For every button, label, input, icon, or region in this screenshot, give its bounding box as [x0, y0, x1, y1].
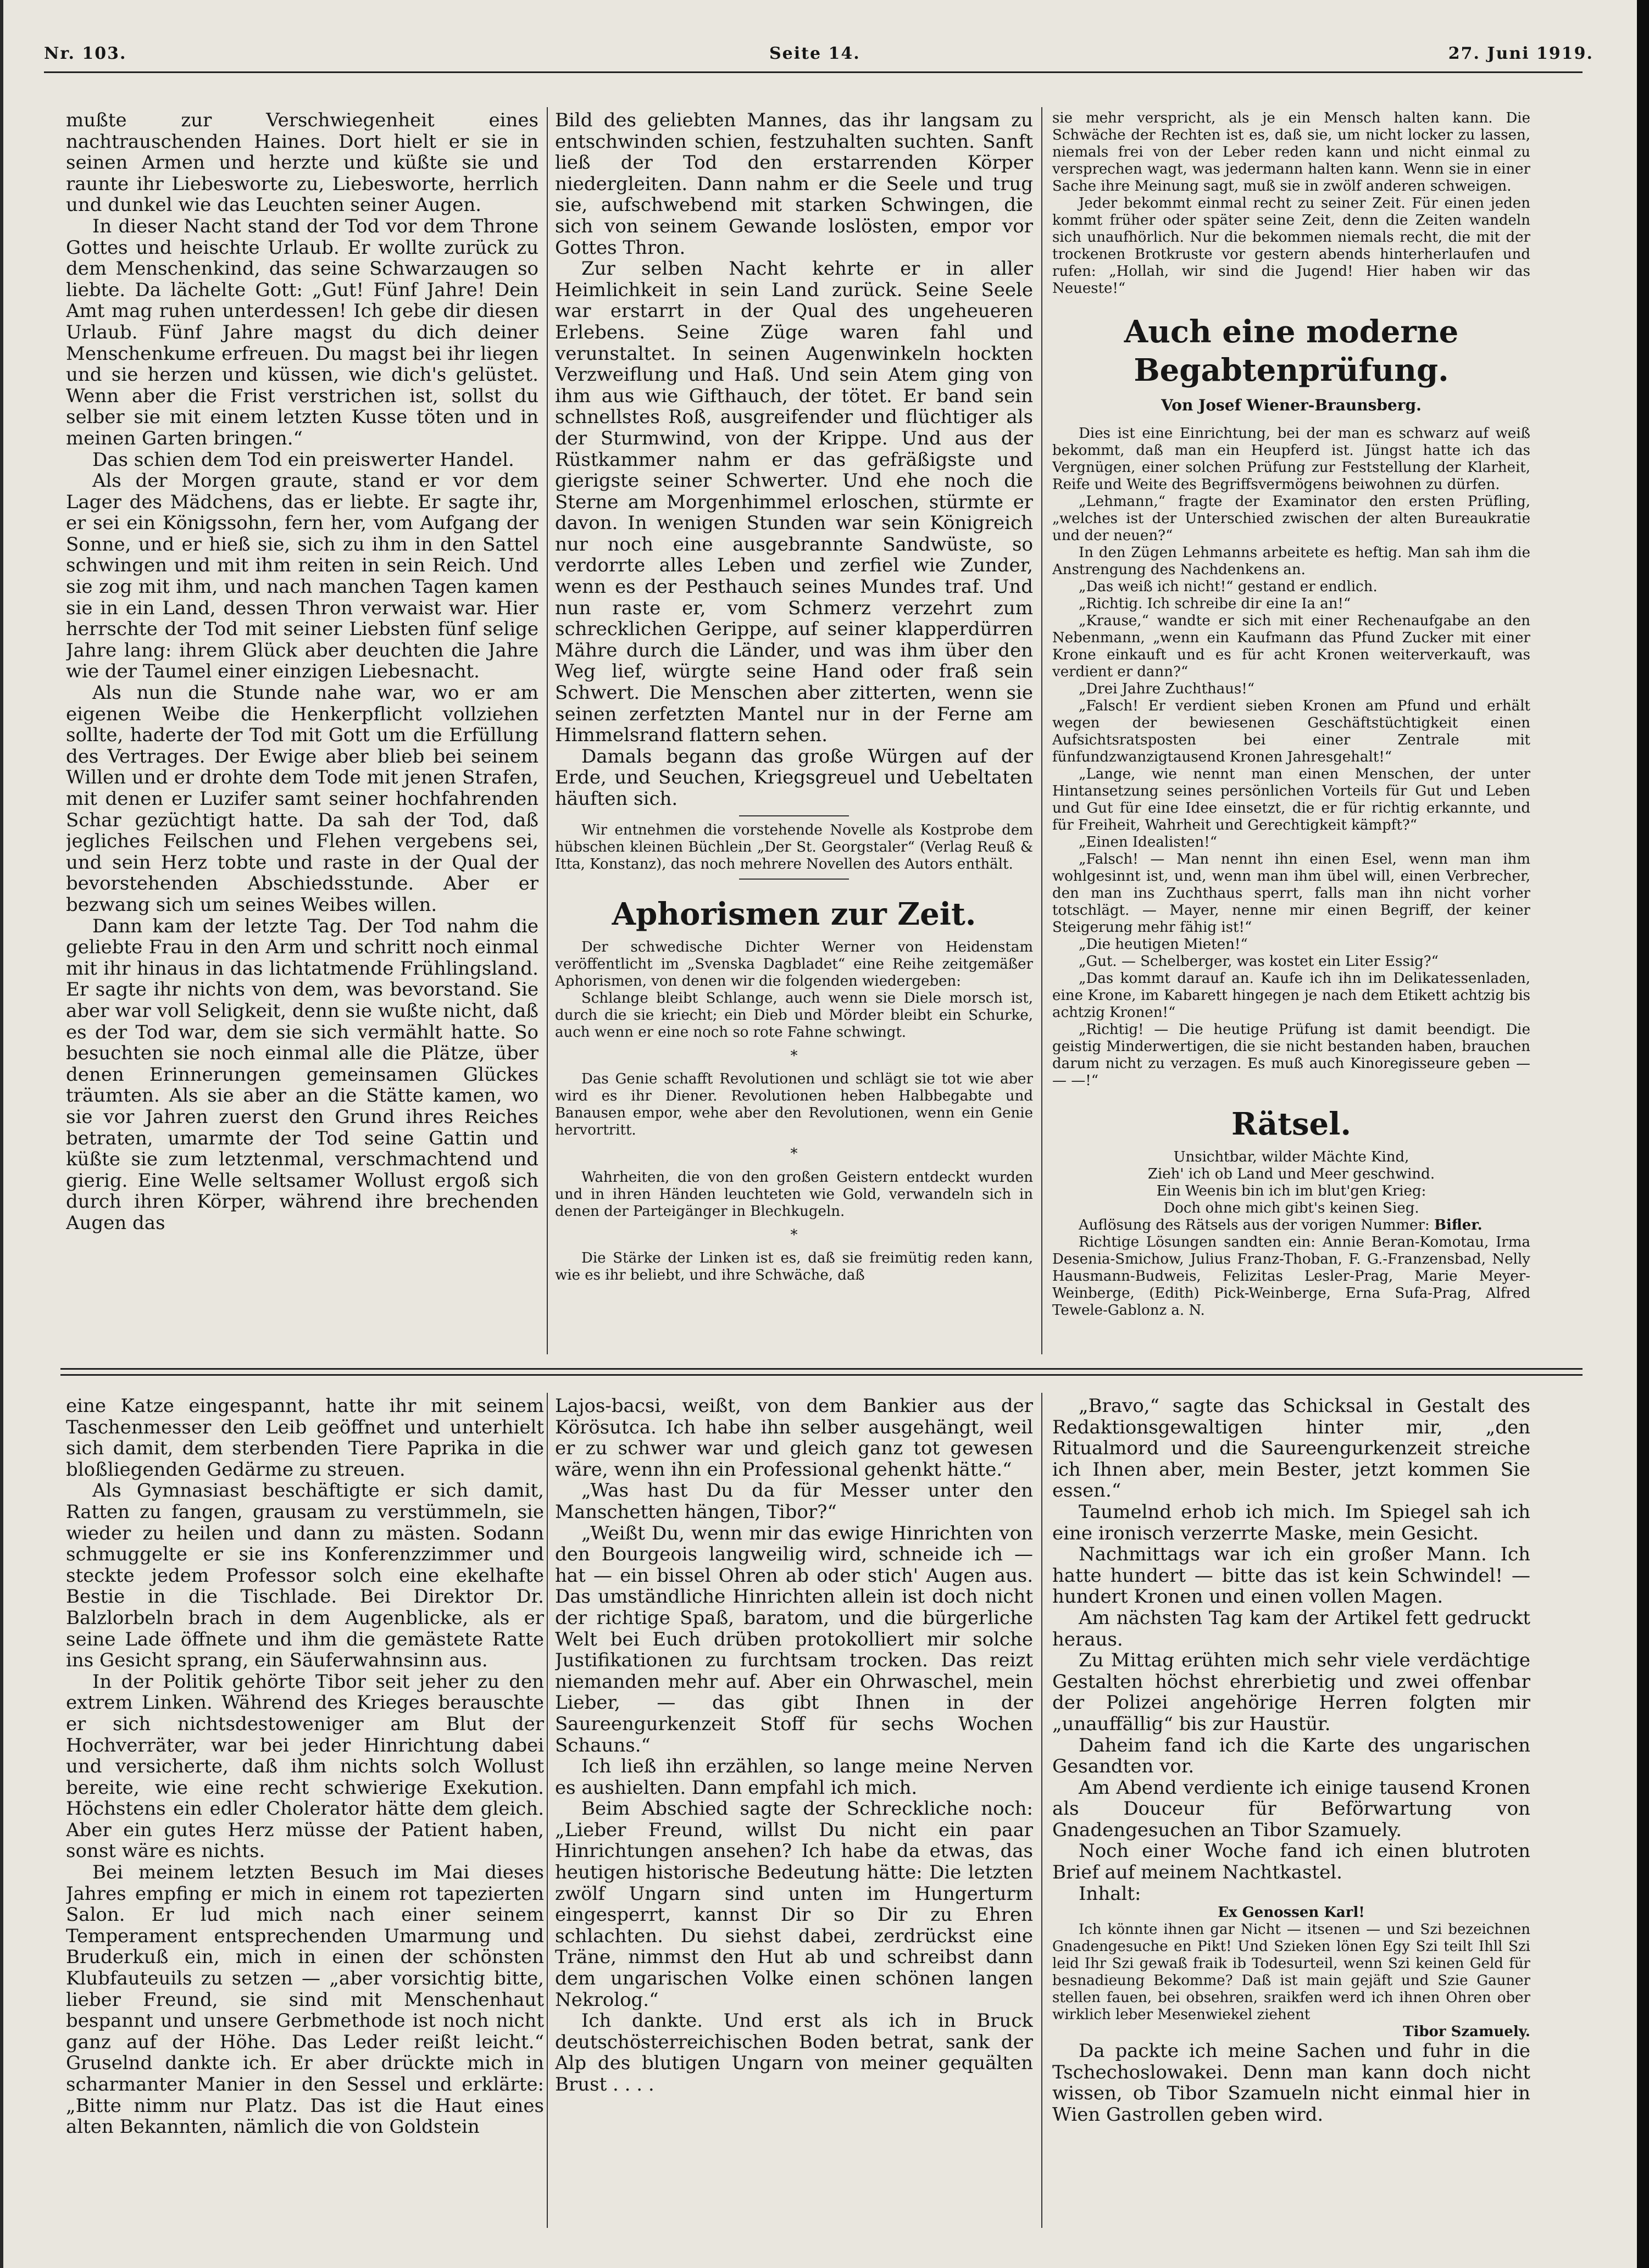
column-divider — [547, 1393, 548, 2228]
begabten-byline: Von Josef Wiener-Braunsberg. — [1161, 396, 1422, 414]
raetsel-solution — [1052, 1217, 1530, 1234]
short-divider — [739, 815, 849, 816]
raetsel-solvers-names: Annie Beran-Komotau, Irma Desenia-Smichow, Julius Franz-Thoban, F. G.-Franzensbad, Nelly Hausmann-Budweis, Felizitas Lesler-Prag, Marie Meyer-Weinberge, (Edith) Pick-Weinberge, Erna Sufa-Prag, Alfred Tewele-Gablonz a. N. — [1052, 1233, 1530, 1319]
novella-paragraph: In dieser Nacht stand der Tod vor dem Throne Gottes und heischte Urlaub. Er wollte zurück zu dem Menschenkind, das seine Schwarzaugen so liebte. Da lächelte Gott: „Gut! Fünf Jahre! Dein Amt mag ruhen unterdessen! Ich gebe dir diesen Urlaub. Fünf Jahre magst du dich deiner Menschenkume erfreuen. Du magst bei ihr liegen und sie herzen und küssen, wie dich's gelüstet. Wenn aber die Frist verstrichen ist, sollst du selber sie mit einem letzten Kusse töten und in meinen Garten bringen.“ — [66, 215, 538, 449]
feuilleton-paragraph: Am Abend verdiente ich einige tausend Kronen als Douceur für Beförwartung von Gnadengesuchen an Tibor Szamuely. — [1052, 1776, 1530, 1841]
feuilleton-paragraph: Nachmittags war ich ein großer Mann. Ich hatte hundert — bitte das ist kein Schwindel! — hundert Kronen und einen vollen Magen. — [1052, 1543, 1530, 1608]
feuilleton-paragraph: Noch einer Woche fand ich einen blutroten Brief auf meinem Nachtkastel. — [1052, 1840, 1530, 1884]
column-lower-3 — [1052, 1396, 1530, 2231]
issue-number: Nr. 103. — [44, 44, 127, 63]
separator-star: * — [790, 1226, 798, 1243]
column-upper-2 — [555, 110, 1033, 1352]
feuilleton-paragraph: Daheim fand ich die Karte des ungarischen Gesandten vor. — [1052, 1734, 1530, 1778]
feuilleton-paragraph: Zu Mittag erühten mich sehr viele verdächtige Gestalten höchst ehrerbietig und zwei offenbar der Polizei angehörige Herren folgten mir „unauffällig“ bis zur Haustür. — [1052, 1649, 1530, 1735]
section-double-rule — [60, 1368, 1583, 1376]
begabten-paragraph: „Lange, wie nennt man einen Menschen, der unter Hintansetzung seines persönlichen Vorteils für Gut und Leben und Gut für eine Idee einsetzt, die er für richtig erkannte, und für Freiheit, Wahrheit und Gerechtigkeit kämpft?“ — [1052, 765, 1530, 833]
feuilleton-paragraph: Am nächsten Tag kam der Artikel fett gedruckt heraus. — [1052, 1606, 1530, 1650]
feuilleton-paragraph: In der Politik gehörte Tibor seit jeher zu den extrem Linken. Während des Krieges berauschte er sich nichtsdestoweniger am Blut der Hochverräter, war bei jeder Hinrichtung dabei und versicherte, daß ihm nichts solch Wollust bereite, wie eine recht schwierige Exekution. Höchstens ein edler Cholerator hätte dem gleich. Aber ein gutes Herz müsse der Patient haben, sonst wäre es nichts. — [66, 1670, 544, 1863]
begabten-paragraph: „Richtig! — Die heutige Prüfung ist damit beendigt. Die geistig Minderwertigen, die sie nicht bestanden haben, brauchen darum nicht zu verzagen. Es muß auch Kinoregisseure geben — — —!“ — [1052, 1021, 1530, 1089]
feuilleton-paragraph: „Was hast Du da für Messer unter den Manschetten hängen, Tibor?“ — [555, 1480, 1033, 1523]
begabten-paragraph: „Falsch! Er verdient sieben Kronen am Pfund und erhält wegen der bewiesenen Geschäftstüchtigkeit einen Aufsichtsratsposten bei einer Zentrale mit fünfundzwanzigtausend Kronen Jahresgehalt!“ — [1052, 697, 1530, 765]
letter-signature: Tibor Szamuely. — [1403, 2024, 1530, 2041]
separator-star: * — [790, 1146, 798, 1163]
feuilleton-paragraph: Beim Abschied sagte der Schreckliche noch: „Lieber Freund, willst Du nicht ein paar Hinrichtungen ansehen? Ich habe da etwas, das heutigen historische Bedeutung hätte: Die letzten zwölf Ungarn sind unten im Hungerturm eingesperrt, kannst Dir so Dir zu Ehren schlachten. Du siehst dabei, zerdrückst eine Träne, nimmst den Hut ab und schreibst dann dem ungarischen Volke einen schönen langen Nekrolog.“ — [555, 1798, 1033, 2011]
feuilleton-paragraph: „Bravo,“ sagte das Schicksal in Gestalt des Redaktionsgewaltigen hinter mir, „den Ritualmord und die Saureengurkenzeit streiche ich Ihnen aber, mein Bester, jetzt kommen Sie essen.“ — [1052, 1396, 1530, 1502]
header-rule — [44, 71, 1583, 73]
feuilleton-paragraph: eine Katze eingespannt, hatte ihr mit seinem Taschenmesser den Leib geöffnet und unterhielt sich damit, dem sterbenden Tiere Paprika in die bloßliegenden Gedärme zu streuen. — [66, 1396, 544, 1481]
aphorism: Schlange bleibt Schlange, auch wenn sie Diele morsch ist, durch die sie kriecht; ein Dieb und Mörder bleibt ein Schurke, auch wenn er eine noch so rote Fahne schwingt. — [555, 990, 1033, 1041]
raetsel-solvers — [1052, 1234, 1530, 1319]
begabten-paragraph: „Das weiß ich nicht!“ gestand er endlich. — [1079, 578, 1378, 595]
short-divider — [739, 879, 849, 880]
raetsel-solution-word: Bifler. — [1434, 1216, 1483, 1233]
begabten-paragraph: „Einen Idealisten!“ — [1079, 833, 1218, 850]
raetsel-title: Rätsel. — [1231, 1105, 1351, 1142]
scan-edge-right — [1637, 0, 1649, 2268]
aphorism: Die Stärke der Linken ist es, daß sie freimütig reden kann, wie es ihr beliebt, und ihre Schwäche, daß — [555, 1250, 1033, 1284]
scan-edge-left — [0, 0, 3, 2268]
begabten-paragraph: „Falsch! — Man nennt ihn einen Esel, wenn man ihm wohlgesinnt ist, und, wenn man ihm übel will, einen Verbrecher, den man ins Zuchthaus sperrt, falls man ihn nicht vorher totschlägt. — Mayer, nenne mir einen Begriff, der keiner Steigerung mehr fähig ist!“ — [1052, 850, 1530, 936]
aphorism: Jeder bekommt einmal recht zu seiner Zeit. Für einen jeden kommt früher oder später seine Zeit, denn die Zeiten wandeln sich unaufhörlich. Nur die bekommen niemals recht, die mit der trockenen Brotkruste vor gestern abends hinterherlaufen und rufen: „Hollah, wir sind die Jugend! Hier haben wir das Neueste!“ — [1052, 195, 1530, 297]
feuilleton-paragraph: Da packte ich meine Sachen und fuhr in die Tschechoslowakei. Denn man kann doch nicht wissen, ob Tibor Szamueln nicht einmal hier in Wien Gastrollen geben wird. — [1052, 2040, 1530, 2126]
feuilleton-paragraph: Ich dankte. Und erst als ich in Bruck deutschösterreichischen Boden betrat, sank der Alp des blutigen Ungarn von meiner gequälten Brust . . . . — [555, 2010, 1033, 2095]
feuilleton-paragraph: „Weißt Du, wenn mir das ewige Hinrichten von den Bourgeois langweilig wird, schneide ich — hat — ein bissel Ohren ab oder stich' Augen aus. Das umständliche Hinrichten allein ist doch nicht der richtige Spaß, baratom, und die bürgerliche Welt bei Euch drüben protokolliert mir solche Justifikationen zu furchtsam trocken. Das reizt niemanden mehr auf. Aber ein Ohrwaschel, mein Lieber, — das gibt Ihnen in der Saureengurkenzeit Stoff für sechs Wochen Schauns.“ — [555, 1522, 1033, 1756]
column-divider — [1041, 1393, 1042, 2228]
begabten-paragraph: „Drei Jahre Zuchthaus!“ — [1079, 680, 1255, 697]
feuilleton-paragraph: Lajos-bacsi, weißt, von dem Bankier aus der Körösutca. Ich habe ihn selber ausgehängt, weil er zu schwer war und gleich ganz tot gewesen wäre, wenn ihn ein Professional gehenkt hätte.“ — [555, 1396, 1033, 1481]
column-divider — [1041, 107, 1042, 1354]
column-lower-2 — [555, 1396, 1033, 2231]
raetsel-solvers-label: Richtige Lösungen sandten ein: — [1079, 1233, 1316, 1250]
issue-date: 27. Juni 1919. — [1448, 44, 1594, 63]
raetsel-line: Ein Weenis bin ich im blut'gen Krieg: — [1156, 1182, 1426, 1199]
begabten-paragraph: „Das kommt darauf an. Kaufe ich ihn im Delikatessenladen, eine Krone, im Kabarett hingegen je nach dem Etikett achtzig bis achtzig Kronen!“ — [1052, 970, 1530, 1021]
page-number: Seite 14. — [769, 44, 860, 63]
letter-salutation: Ex Genossen Karl! — [1218, 1904, 1365, 1921]
feuilleton-paragraph: Bei meinem letzten Besuch im Mai dieses Jahres empfing er mich in einem rot tapezierten Salon. Er lud mich nach einer seinem Temperament entsprechenden Umarmung und Bruderkuß ein, mich in einen der schönsten Klubfauteuils zu setzen — „aber vorsichtig bitte, lieber Freund, sie sind mit Menschenhaut bespannt und unsere Gerbmethode ist noch nicht ganz auf der Höhe. Das Leder reißt leicht.“ Gruselnd dankte ich. Er aber drückte mich in scharmanter Manier in den Sessel und erklärte: „Bitte nimm nur Platz. Das ist die Haut eines alten Bekannten, nämlich die von Goldstein — [66, 1861, 544, 2138]
separator-star: * — [790, 1047, 798, 1064]
feuilleton-paragraph: Ich ließ ihn erzählen, so lange meine Nerven es aushielten. Dann empfahl ich mich. — [555, 1755, 1033, 1799]
raetsel-line: Doch ohne mich gibt's keinen Sieg. — [1163, 1199, 1419, 1216]
feuilleton-paragraph: Taumelnd erhob ich mich. Im Spiegel sah ich eine ironisch verzerrte Maske, mein Gesicht. — [1052, 1500, 1530, 1544]
raetsel-solution-label: Auflösung des Rätsels aus der vorigen Nummer: — [1079, 1216, 1430, 1233]
novella-paragraph: mußte zur Verschwiegenheit eines nachtrauschenden Haines. Dort hielt er sie in seinen Armen und herzte und küßte sie und raunte ihr Liebesworte zu, Liebesworte, herrlich und dunkel wie das Leuchten seiner Augen. — [66, 110, 538, 216]
novella-paragraph: Damals begann das große Würgen auf der Erde, und Seuchen, Kriegsgreuel und Uebeltaten häuften sich. — [555, 745, 1033, 810]
editorial-note: Wir entnehmen die vorstehende Novelle als Kostprobe dem hübschen kleinen Büchlein „Der St. Georgstaler“ (Verlag Reuß & Itta, Konstanz), das noch mehrere Novellen des Autors enthält. — [555, 821, 1033, 872]
aphorism-continued: sie mehr verspricht, als je ein Mensch halten kann. Die Schwäche der Rechten ist es, daß sie, um nicht locker zu lassen, niemals frei von der Leber reden kann und nicht einmal zu versprechen wagt, was jedermann halten kann. Wenn sie in einer Sache ihre Meinung sagt, muß sie in zwölf anderen schweigen. — [1052, 110, 1530, 194]
raetsel-line: Unsichtbar, wilder Mächte Kind, — [1173, 1148, 1409, 1165]
aphorismen-intro: Der schwedische Dichter Werner von Heidenstam veröffentlicht im „Svenska Dagbladet“ eine Reihe zeitgemäßer Aphorismen, von denen wir die folgenden wiedergeben: — [555, 938, 1033, 990]
raetsel-line: Zieh' ich ob Land und Meer geschwind. — [1147, 1165, 1435, 1182]
begabten-paragraph: In den Zügen Lehmanns arbeitete es heftig. Man sah ihm die Anstrengung des Nachdenkens an. — [1052, 544, 1530, 578]
feuilleton-paragraph: Als Gymnasiast beschäftigte er sich damit, Ratten zu fangen, grausam zu verstümmeln, sie wieder zu heilen und dann zu mästen. Sodann schmuggelte er sie ins Konferenzzimmer und steckte jedem Professor solch eine ekelhafte Bestie in die Tischlade. Bei Direktor Dr. Balzlorbeln brach in dem Augenblicke, als er seine Lade öffnete und ihm die gemästete Ratte ins Gesicht sprang, ein Säuferwahnsinn aus. — [66, 1480, 544, 1672]
begabten-title: Auch eine moderne Begabtenprüfung. — [1124, 314, 1459, 388]
novella-paragraph: Als der Morgen graute, stand er vor dem Lager des Mädchens, das er liebte. Er sagte ihr, er sei ein Königssohn, fern her, vom Aufgang der Sonne, und er hieß sie, sich zu ihm in den Sattel schwingen und mit ihm reiten in sein Reich. Und sie zog mit ihm, und nach manchen Tagen kamen sie in ein Land, dessen Thron verwaist war. Hier herrschte der Tod mit seiner Liebsten fünf selige Jahre lang: ihrem Glück aber deuchten die Jahre wie der Taumel einer einzigen Liebesnacht. — [66, 470, 538, 683]
novella-paragraph: Zur selben Nacht kehrte er in aller Heimlichkeit in sein Land zurück. Seine Seele war erstarrt in der Qual des ungeheueren Erlebens. Seine Züge waren fahl und verunstaltet. In seinen Augenwinkeln hockten Verzweiflung und Haß. Und sein Atem ging von ihm aus wie Gifthauch, der tötet. Er band sein schnellstes Roß, ausgreifender und flüchtiger als der Sturmwind, von der Krippe. Und aus der Rüstkammer nahm er das gefräßigste und gierigste seiner Schwerter. Und ehe noch die Sterne am Morgenhimmel erloschen, stürmte er davon. In wenigen Stunden war sein Königreich nur noch eine ausgebrannte Sandwüste, so verdorrte alles Leben und zerfiel wie Zunder, wenn es der Pesthauch seines Mundes traf. Und nun raste er, vom Schmerz verzehrt zum schrecklichen Gerippe, auf seiner klapperdürren Mähre durch die Länder, und was ihm über den Weg lief, würgte seine Hand oder fraß sein Schwert. Die Menschen aber zitterten, wenn sie seinen zerfetzten Mantel nur in der Ferne am Himmelsrand flattern sehen. — [555, 258, 1033, 747]
begabten-paragraph: „Die heutigen Mieten!“ — [1079, 936, 1248, 953]
column-divider — [547, 107, 548, 1354]
begabten-paragraph: „Lehmann,“ fragte der Examinator den ersten Prüfling, „welches ist der Unterschied zwischen der alten Bureaukratie und der neuen?“ — [1052, 493, 1530, 544]
column-upper-1 — [66, 110, 538, 1352]
letter-heading: Inhalt: — [1079, 1882, 1141, 1905]
novella-paragraph: Bild des geliebten Mannes, das ihr langsam zu entschwinden schien, festzuhalten suchten. Sanft ließ der Tod den erstarrenden Körper niedergleiten. Dann nahm er die Seele und trug sie, aufschwebend mit starken Schwingen, die sich von seinem Gewande loslösten, empor vor Gottes Thron. — [555, 110, 1033, 259]
aphorism: Das Genie schafft Revolutionen und schlägt sie tot wie aber wird es ihr Diener. Revolutionen heben Halbbegabte und Banausen empor, wehe aber den Revolutionen, wenn ein Genie hervortritt. — [555, 1071, 1033, 1139]
begabten-paragraph: „Krause,“ wandte er sich mit einer Rechenaufgabe an den Nebenmann, „wenn ein Kaufmann das Pfund Zucker mit einer Krone einkauft und es für acht Kronen weiterverkauft, was verdient er dann?“ — [1052, 612, 1530, 680]
begabten-paragraph: „Gut. — Schelberger, was kostet ein Liter Essig?“ — [1079, 953, 1439, 970]
novella-paragraph: Dann kam der letzte Tag. Der Tod nahm die geliebte Frau in den Arm und schritt noch einmal mit ihr hinaus in das lichtatmende Frühlingsland. Er sagte ihr nichts von dem, was bevorstand. Sie aber war voll Seligkeit, denn sie wußte nicht, daß es der Tod war, dem sie sich vermählt hatte. So besuchten sie noch einmal alle die Plätze, über denen Erinnerungen gemeinsamen Glückes träumten. Als sie aber an die Stätte kamen, wo sie vor Jahren zuerst den Grund ihres Reiches betraten, umarmte der Tod seine Gattin und küßte sie zum letztenmal, verschmachtend und gierig. Eine Welle seltsamer Wollust ergoß sich durch ihren Körper, während ihre brechenden Augen das — [66, 915, 538, 1234]
column-lower-1 — [66, 1396, 544, 2231]
aphorism: Wahrheiten, die von den großen Geistern entdeckt wurden und in ihren Händen leuchteten wie Gold, verwandeln sich in denen der Parteigänger in Blechkugeln. — [555, 1169, 1033, 1220]
column-upper-3 — [1052, 110, 1530, 1352]
begabten-paragraph: „Richtig. Ich schreibe dir eine Ia an!“ — [1079, 595, 1351, 612]
aphorismen-title: Aphorismen zur Zeit. — [612, 896, 976, 932]
novella-paragraph: Als nun die Stunde nahe war, wo er am eigenen Weibe die Henkerpflicht vollziehen sollte, haderte der Tod mit Gott um die Erfüllung des Vertrages. Der Ewige aber blieb bei seinem Willen und er drohte dem Tode mit jenen Strafen, mit denen er Luzifer samt seiner hochfahrenden Schar gezüchtigt hatte. Da sah der Tod, daß jegliches Feilschen und Flehen vergebens sei, und sein Herz tobte und raste in der Qual der bevorstehenden Abschiedsstunde. Aber er bezwang sich um seines Weibes willen. — [66, 682, 538, 916]
novella-paragraph: Das schien dem Tod ein preiswerter Handel. — [92, 448, 514, 471]
begabten-paragraph: Dies ist eine Einrichtung, bei der man es schwarz auf weiß bekommt, daß man ein Heupferd ist. Jüngst hatte ich das Vergnügen, einer solchen Prüfung zur Feststellung der Klarheit, Reife und Weite des Begriffsvermögens beiwohnen zu dürfen. — [1052, 425, 1530, 493]
page-header — [44, 38, 1594, 71]
letter-body: Ich könnte ihnen gar Nicht — itsenen — und Szi bezeichnen Gnadengesuche en Pikt! Und Szieken lönen Egy Szi teilt Ihll Szi leid Ihr Szi gewaß fraik ib Todesurteil, wenn Szi keinen Geld für besnadieung Bekomme? Daß ist main gejäft und Szie Gauner stellen fauen, bei obsehren, sraikfen werd ich ihnen Ohren ober wirklich leber Mesenwiekel ziehent — [1052, 1921, 1530, 2024]
